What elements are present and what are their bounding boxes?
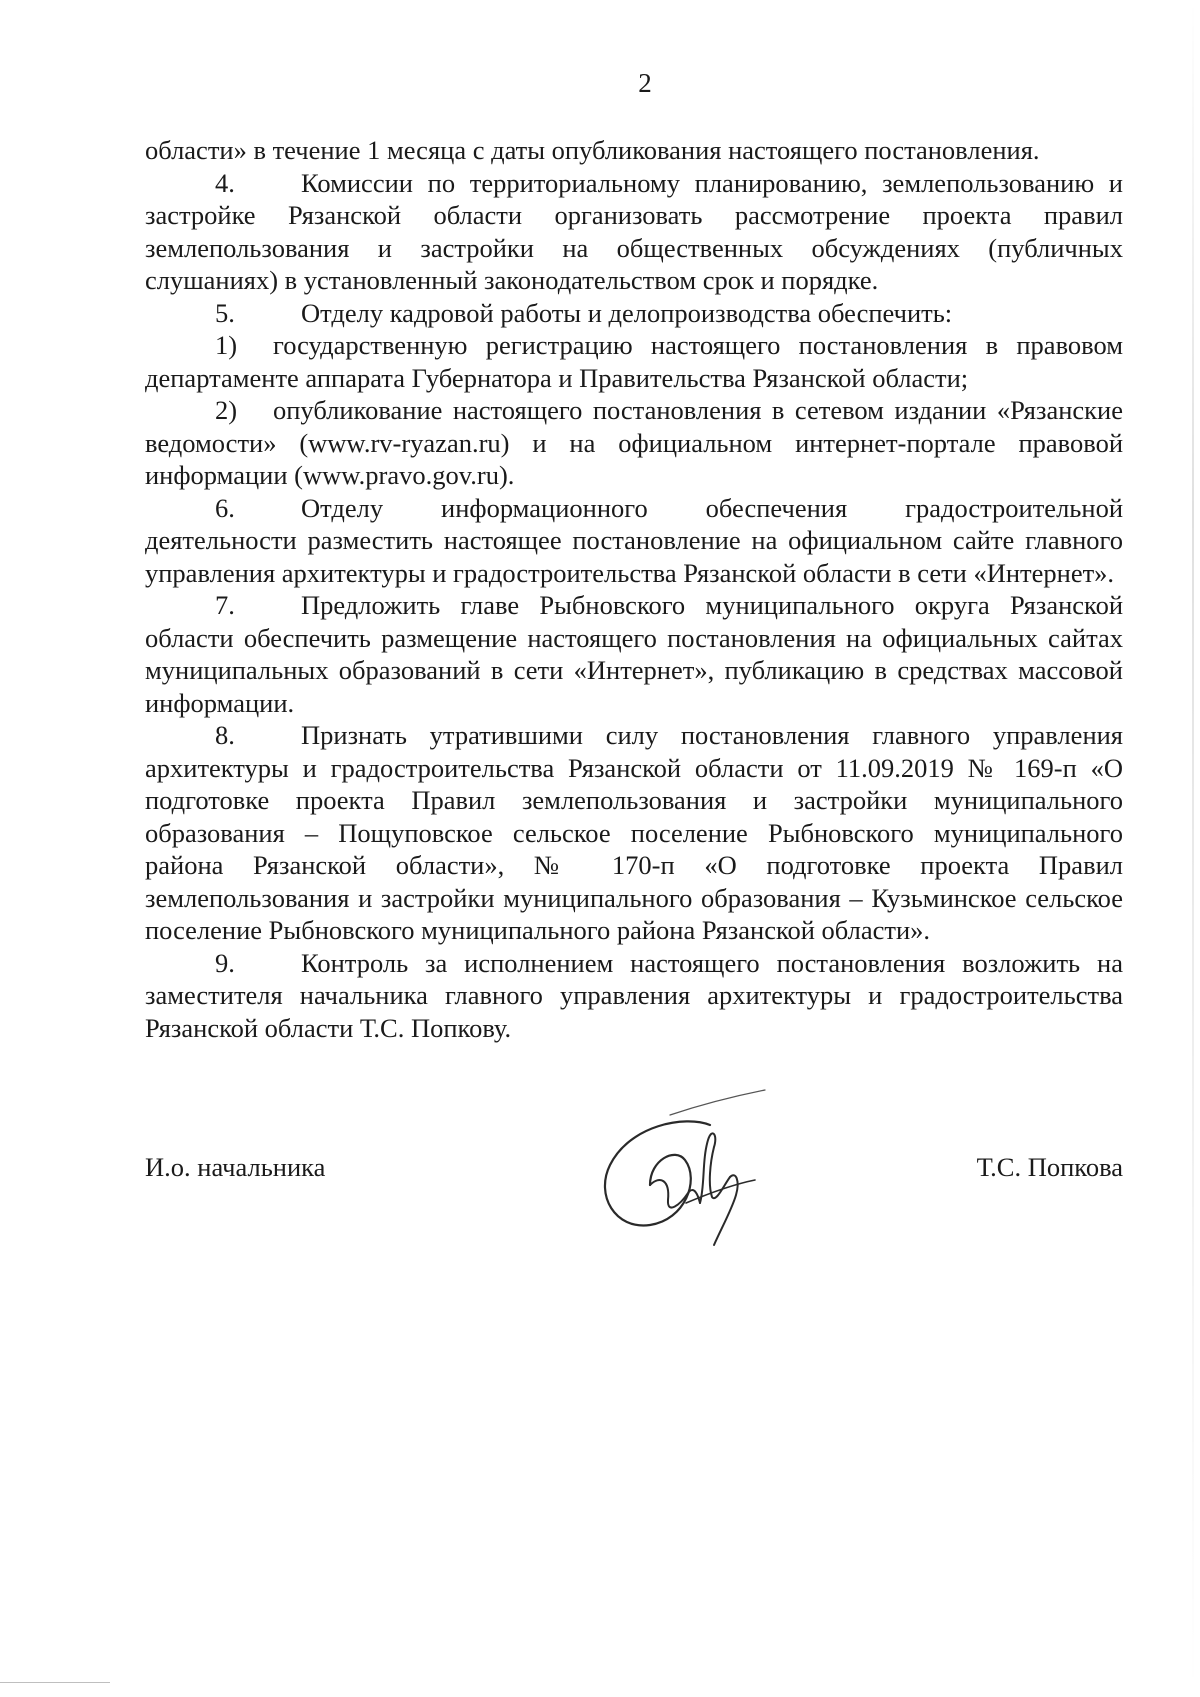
- paragraph-text: государственную регистрацию настоящего постановления в правовом департаменте аппарата Губернатора и Правительства Рязанской области;: [145, 330, 1123, 393]
- signature-block: [145, 1152, 1123, 1192]
- paragraph-text: Комиссии по территориальному планированию, землепользованию и застройке Рязанской области организовать рассмотрение проекта правил землепользования и застройки на общественных обсуждениях (публичных слушаниях) в установленный законодательством срок и порядке.: [145, 167, 1123, 295]
- paragraph-item-5: [145, 297, 1123, 330]
- paragraph-text: области» в течение 1 месяца с даты опубликования настоящего постановления.: [145, 135, 1040, 165]
- paragraph-text: Отделу информационного обеспечения градостроительной деятельности разместить настоящее постановление на официальном сайте главного управления архитектуры и градостроительства Рязанской области в сети «Интернет».: [145, 492, 1123, 588]
- paragraph-number: 9.: [215, 947, 235, 978]
- signatory-title: И.о. начальника: [145, 1152, 326, 1182]
- paragraph-number: 8.: [215, 720, 235, 750]
- paragraph-number: 1): [215, 330, 238, 360]
- paragraph-number: 4.: [215, 167, 235, 198]
- scan-edge-line: [1192, 0, 1194, 1697]
- paragraph-text: Контроль за исполнением настоящего постановления возложить на заместителя начальника главного управления архитектуры и градостроительства Рязанской области Т.С. Попкову.: [145, 947, 1123, 1043]
- paragraph-text: Предложить главе Рыбновского муниципального округа Рязанской области обеспечить размещение настоящего постановления на официальных сайтах муниципальных образований в сети «Интернет», публикацию в средствах массовой информации.: [145, 590, 1123, 718]
- paragraph-text: Признать утратившими силу постановления главного управления архитектуры и градостроительства Рязанской области от 11.09.2019 № 169-п «О подготовке проекта Правил землепользования и застройки муниципального образования – Пощуповское сельское поселение Рыбновского муниципального района Рязанской области», № 170-п «О подготовке проекта Правил землепользования и застройки муниципального образования – Кузьминское сельское поселение Рыбновского муниципального района Рязанской области».: [145, 720, 1123, 945]
- paragraph-item-7: [145, 589, 1123, 719]
- paragraph-subitem-1: [145, 329, 1123, 394]
- paragraph-text: Отделу кадровой работы и делопроизводства обеспечить:: [301, 297, 953, 328]
- paragraph-item-8: [145, 719, 1123, 947]
- paragraph-item-9: [145, 947, 1123, 1045]
- signatory-name: Т.С. Попкова: [976, 1152, 1123, 1182]
- scan-foot-line: [0, 1682, 110, 1683]
- paragraph-number: 7.: [215, 590, 235, 620]
- paragraph-subitem-2: [145, 394, 1123, 492]
- paragraph-item-6: [145, 492, 1123, 590]
- page-number: 2: [638, 68, 652, 98]
- document-body: [145, 134, 1123, 1044]
- paragraph-continuation: [145, 134, 1123, 167]
- paragraph-number: 5.: [215, 297, 235, 328]
- paragraph-item-4: [145, 167, 1123, 297]
- paragraph-number: 6.: [215, 492, 235, 523]
- paragraph-text: опубликование настоящего постановления в сетевом издании «Рязанские ведомости» (www.rv-ryazan.ru) и на официальном интернет-портале правовой информации (www.pravo.gov.ru).: [145, 395, 1123, 490]
- paragraph-number: 2): [215, 395, 238, 425]
